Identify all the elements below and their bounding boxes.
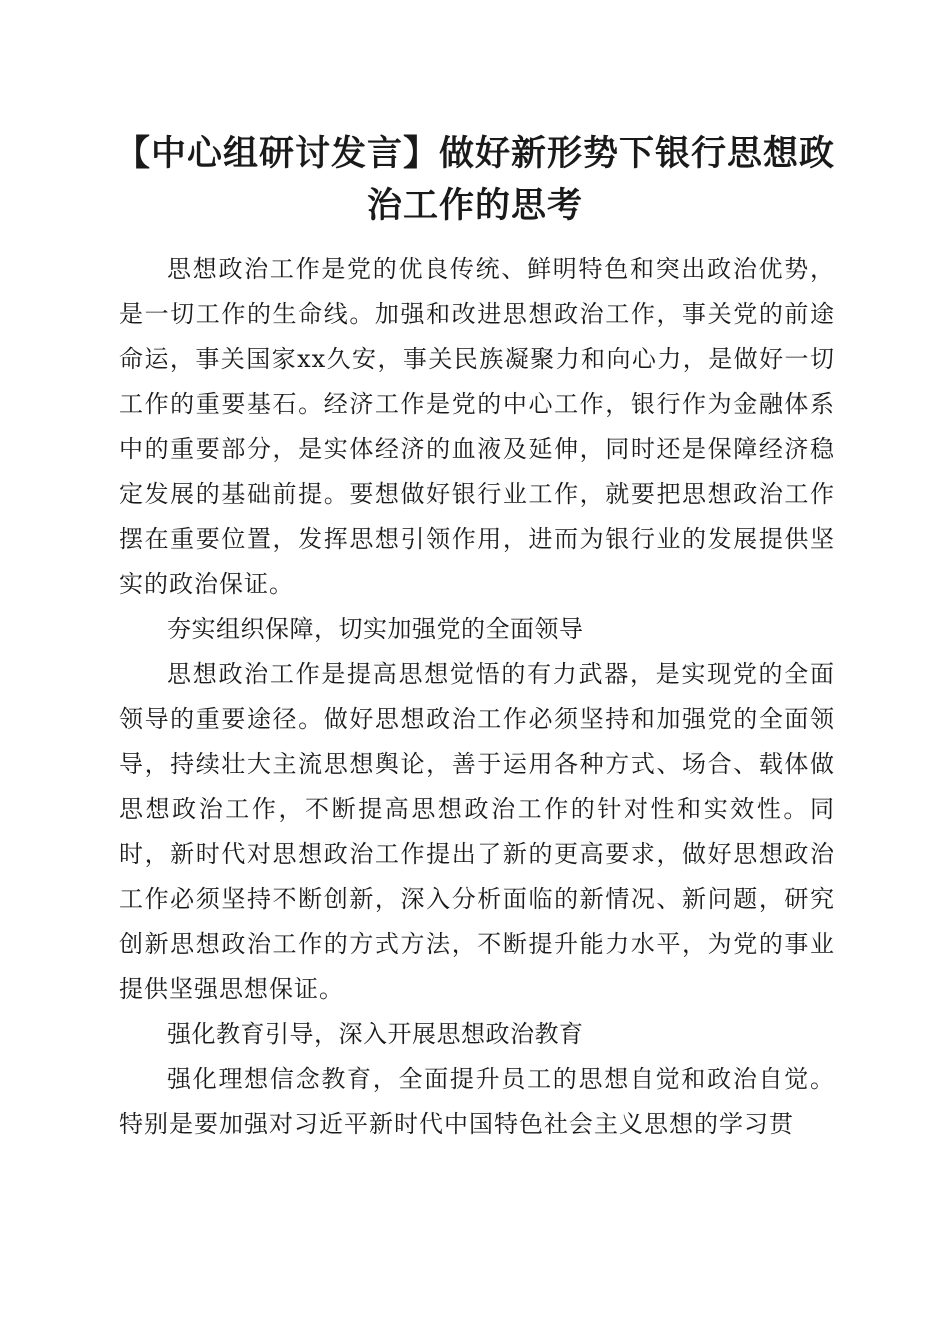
document-title: 【中心组研讨发言】做好新形势下银行思想政治工作的思考 [114, 134, 835, 226]
body-paragraph: 强化理想信念教育，全面提升员工的思想自觉和政治自觉。特别是要加强对习近平新时代中国特色社会主义思想的学习贯 [119, 1065, 835, 1138]
body-paragraph: 思想政治工作是党的优良传统、鲜明特色和突出政治优势，是一切工作的生命线。加强和改进思想政治工作，事关党的前途命运，事关国家xx久安，事关民族凝聚力和向心力，是做好一切工作的重要基石。经济工作是党的中心工作，银行作为金融体系中的重要部分，是实体经济的血液及延伸，同时还是保障经济稳定发展的基础前提。要想做好银行业工作，就要把思想政治工作摆在重要位置，发挥思想引领作用，进而为银行业的发展提供坚实的政治保证。 [119, 255, 835, 598]
section-heading: 强化教育引导，深入开展思想政治教育 [167, 1020, 584, 1048]
body-paragraph: 思想政治工作是提高思想觉悟的有力武器，是实现党的全面领导的重要途径。做好思想政治工作必须坚持和加强党的全面领导，持续壮大主流思想舆论，善于运用各种方式、场合、载体做思想政治工作，不断提高思想政治工作的针对性和实效性。同时，新时代对思想政治工作提出了新的更高要求，做好思想政治工作必须坚持不断创新，深入分析面临的新情况、新问题，研究创新思想政治工作的方式方法，不断提升能力水平，为党的事业提供坚强思想保证。 [119, 660, 835, 1003]
section-heading: 夯实组织保障，切实加强党的全面领导 [167, 615, 584, 643]
document-body [119, 247, 835, 1147]
